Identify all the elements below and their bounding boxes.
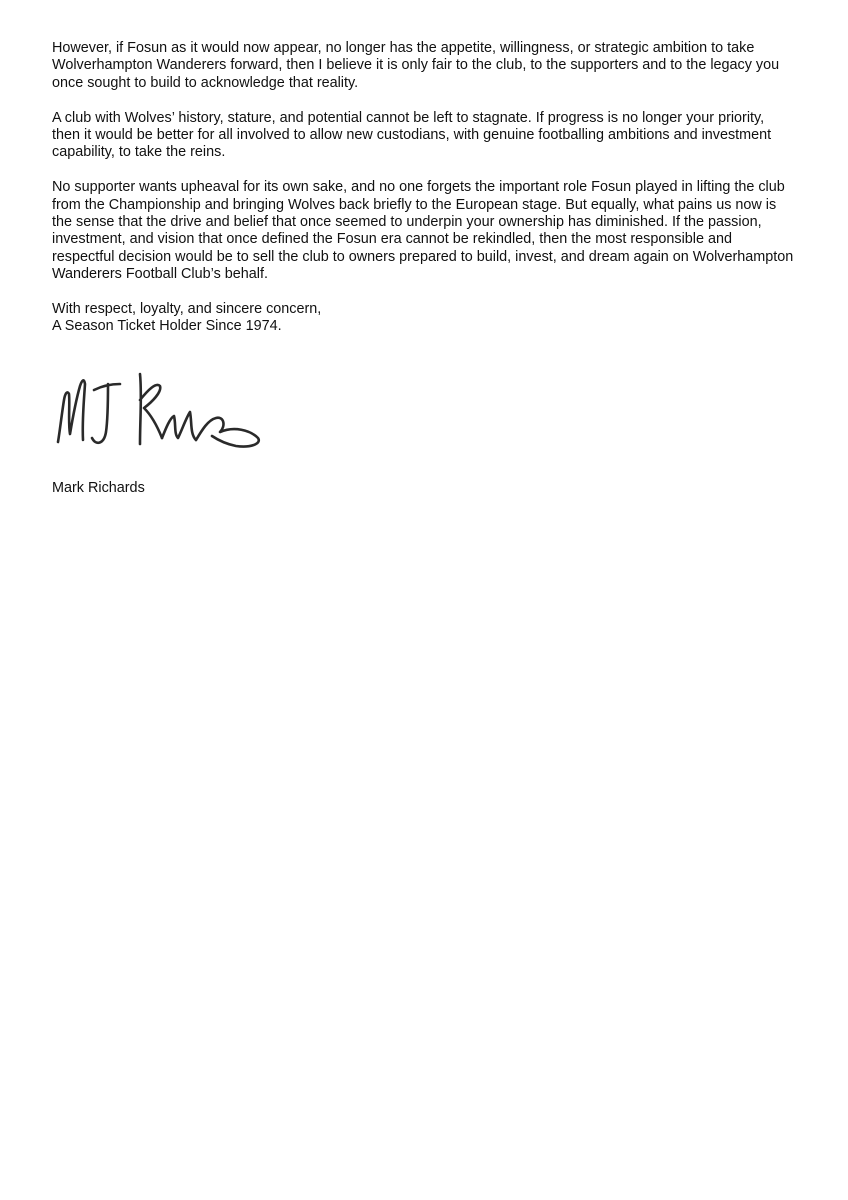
closing-block bbox=[52, 301, 812, 336]
letter-body bbox=[52, 40, 812, 336]
closing-line-1: With respect, loyalty, and sincere concern, bbox=[52, 301, 322, 318]
paragraph-3: No supporter wants upheaval for its own sake, and no one forgets the important role Fosun played in lifting the club from the Championship and bringing Wolves back briefly to the European stage. But equally, what pains us now is the sense that the drive and belief that once seemed to underpin your ownership has diminished. If the passion, investment, and vision that once defined the Fosun era cannot be rekindled, then the most responsible and respectful decision would be to sell the club to owners prepared to build, invest, and dream again on Wolverhampton Wanderers Football Club’s behalf. bbox=[52, 179, 794, 283]
signed-name: Mark Richards bbox=[52, 480, 145, 496]
paragraph-2: A club with Wolves’ history, stature, and potential cannot be left to stagnate. If progress is no longer your priority, then it would be better for all involved to allow new custodians, with genuine footballing ambitions and investment capability, to take the reins. bbox=[52, 109, 772, 161]
paragraph-1: However, if Fosun as it would now appear, no longer has the appetite, willingness, or strategic ambition to take Wolverhampton Wanderers forward, then I believe it is only fair to the club, to the supporters and to the legacy you once sought to build to acknowledge that reality. bbox=[52, 40, 780, 91]
closing-line-2: A Season Ticket Holder Since 1974. bbox=[52, 318, 282, 335]
signature-icon bbox=[50, 360, 270, 460]
